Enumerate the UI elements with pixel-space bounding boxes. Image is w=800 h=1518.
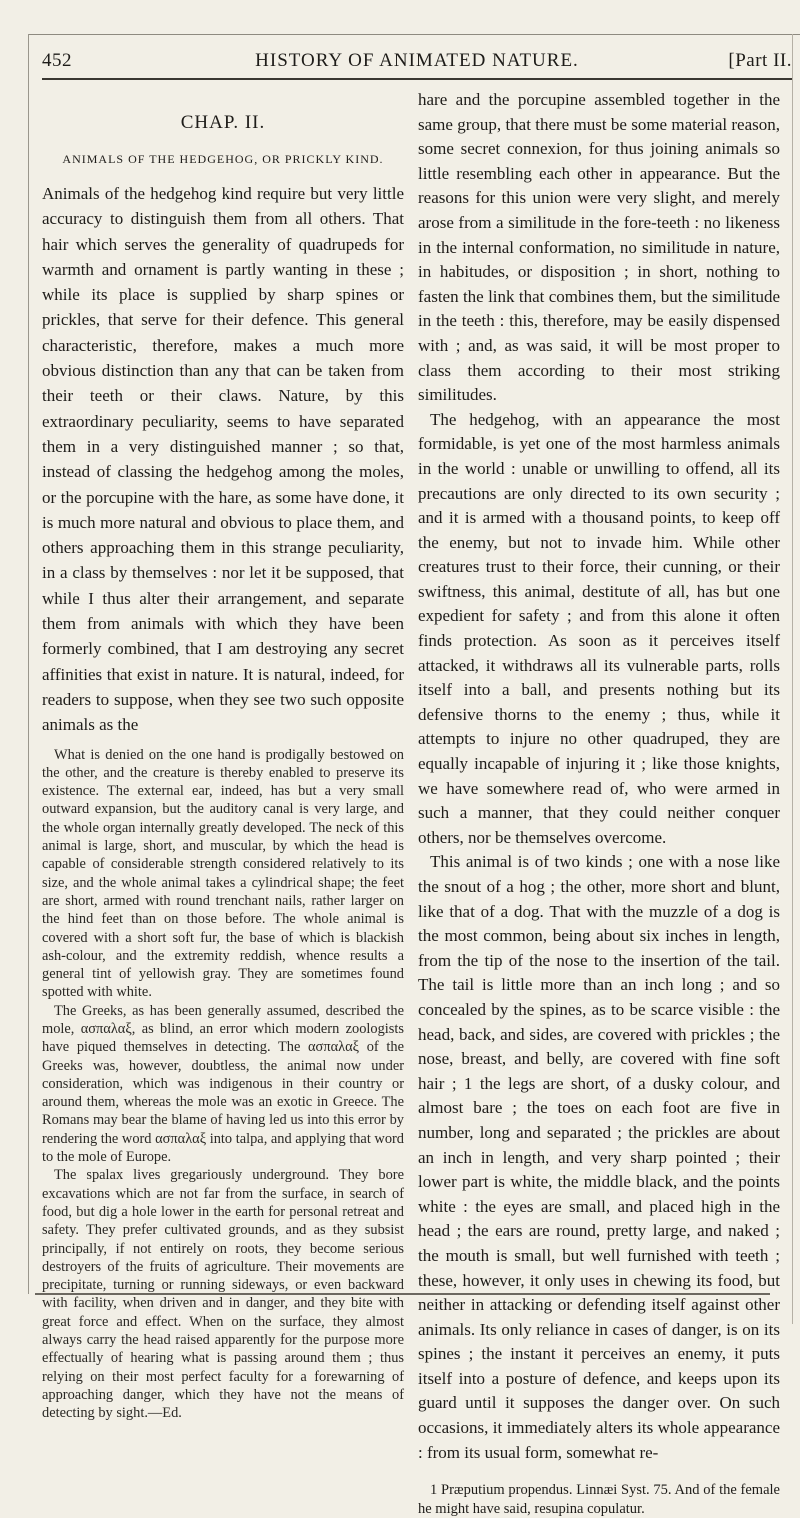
section-title: ANIMALS OF THE HEDGEHOG, OR PRICKLY KIND. <box>62 152 384 166</box>
note-paragraph: The Greeks, as has been generally assumed, described the mole, ασπαλαξ, as blind, an error which modern zoologists have piqued themselves in detecting. The ασπαλαξ of the Greeks was, however, doubtless, the animal now under consideration, which was indigenous in their country or around them, whereas the mole was an exotic in Greece. The Romans may bear the blame of having led us into this error by rendering the word ασπαλαξ into talpa, and applying that word to the mole of Europe. <box>42 1002 404 1166</box>
main-text <box>418 88 780 1465</box>
left-column <box>42 88 404 1423</box>
body-paragraph: The hedgehog, with an appearance the most formidable, is yet one of the most harmless animals in the world : unable or unwilling to offend, all its precautions are only directed to its own security ; and it is armed with a thousand points, to keep off the enemy, but not to invade him. While other creatures trust to their force, their cunning, or their swiftness, this animal, destitute of all, has but one expedient for safety ; and from this alone it often finds protection. As soon as it perceives itself attacked, it withdraws all its vulnerable parts, rolls itself into a ball, and presents nothing but its defensive thorns to the enemy ; thus, while it attempts to injure no other quadruped, they are equally incapable of injuring it ; like those knights, we have somewhere read of, who were armed in such a manner, that they could neither conquer others, nor be themselves overcome. <box>418 409 780 847</box>
body-paragraph: Animals of the hedgehog kind require but very little accuracy to distinguish them from all others. That hair which serves the generality of quadrupeds for warmth and ornament is partly wanting in these ; while its place is supplied by sharp spines or prickles, that serve for their defence. This general characteristic, therefore, makes a much more obvious distinction than any that can be taken from their teeth or their claws. Nature, by this extraordinary peculiarity, seems to have separated them in a very distinguished manner ; so that, instead of classing the hedgehog among the moles, or the porcupine with the hare, as some have done, it is much more natural and obvious to place them, and others approaching them in this strange peculiarity, in a class by themselves : nor let it be supposed, that while I thus alter their arrangement, and separate them from animals with which they have been formerly combined, that I am destroying any secret affinities that exist in nature. It is natural, indeed, for readers to suppose, when they see two such opposite animals as the <box>42 184 404 735</box>
header-rule <box>42 78 792 80</box>
right-column <box>418 88 780 1518</box>
page-edge-left <box>28 34 29 1294</box>
page-edge-top <box>28 34 800 35</box>
bottom-rule <box>35 1293 770 1295</box>
body-paragraph: This animal is of two kinds ; one with a nose like the snout of a hog ; the other, more short and blunt, like that of a dog. That with the muzzle of a dog is the most common, being about six inches in length, from the tip of the nose to the insertion of the tail. The tail is little more than an inch long ; and so concealed by the spines, as to be scarce visible : the head, back, and sides, are covered with prickles ; the nose, breast, and belly, are covered with fine soft hair ; 1 the legs are short, of a dusky colour, and almost bare ; the toes on each foot are five in number, long and separated ; the prickles are about an inch in length, and very sharp pointed ; their lower part is white, the middle black, and the points white : the eyes are small, and placed high in the head ; the ears are round, pretty large, and naked ; the mouth is small, but well furnished with teeth ; these, however, it only uses in chewing its food, but neither in attacking or defending itself against other animals. Its only reliance in cases of danger, is on its spines ; the instant it perceives an enemy, it puts itself into a posture of defence, and keeps upon its guard until it supposes the danger over. On such occasions, it immediately alters its whole appearance : from its usual form, somewhat re- <box>418 852 780 1462</box>
note-paragraph: What is denied on the one hand is prodigally bestowed on the other, and the creature is thereby enabled to preserve its existence. The external ear, indeed, has but a very small outward expansion, but the auditory canal is very large, and the whole organ internally greatly developed. The neck of this animal is large, short, and muscular, by which the head is capable of considerable strength considered relatively to its size, and the whole animal takes a cylindrical shape; the feet are short, armed with round trenchant nails, rather larger on the hind feet than on those before. The whole animal is covered with a short soft fur, the base of which is blackish ash-colour, and the extremity reddish, whence results a general tint of yellowish gray. They are sometimes found spotted with white. <box>42 746 404 1001</box>
main-text <box>42 181 404 738</box>
note-paragraph: The spalax lives gregariously underground. They bore excavations which are not far from the surface, in search of food, but dig a hole lower in the earth for personal retreat and safety. They prefer cultivated grounds, and as they subsist principally, if not entirely on roots, they become serious destroyers of the fruits of agriculture. Their movements are precipitate, turning or running sideways, or even backward with facility, when driven and in danger, and they bite with great force and effect. When on the surface, they almost always carry the head raised apparently for the purpose more effectually of hearing what is passing around them ; thus relying on their most perfect faculty for a forewarning of approaching danger, which they have not the means of detecting by sight.—Ed. <box>42 1167 404 1422</box>
page-number: 452 <box>42 50 72 71</box>
footnote <box>418 1481 780 1518</box>
body-paragraph: hare and the porcupine assembled together in the same group, that there must be some material reason, some secret connexion, for thus joining animals so little resembling each other in appearance. But the reasons for this union were very slight, and merely arose from a similitude in the fore-teeth : no likeness in the internal conformation, no similitude in nature, in habitudes, or disposition ; in short, nothing to fasten the link that combines them, but the similitude in the teeth : this, therefore, may be easily dispensed with ; and, as was said, it will be most proper to class them according to their most striking similitudes. <box>418 90 780 405</box>
chapter-title: CHAP. II. <box>180 112 266 133</box>
editor-note <box>42 746 404 1423</box>
part-label: [Part II. <box>728 50 792 71</box>
page-edge-right <box>792 34 793 1324</box>
footnote-text: 1 Præputium propendus. Linnæi Syst. 75. And of the female he might have said, resupina copulatur. <box>418 1482 780 1517</box>
page-header <box>42 50 792 80</box>
running-head: HISTORY OF ANIMATED NATURE. <box>255 50 579 71</box>
